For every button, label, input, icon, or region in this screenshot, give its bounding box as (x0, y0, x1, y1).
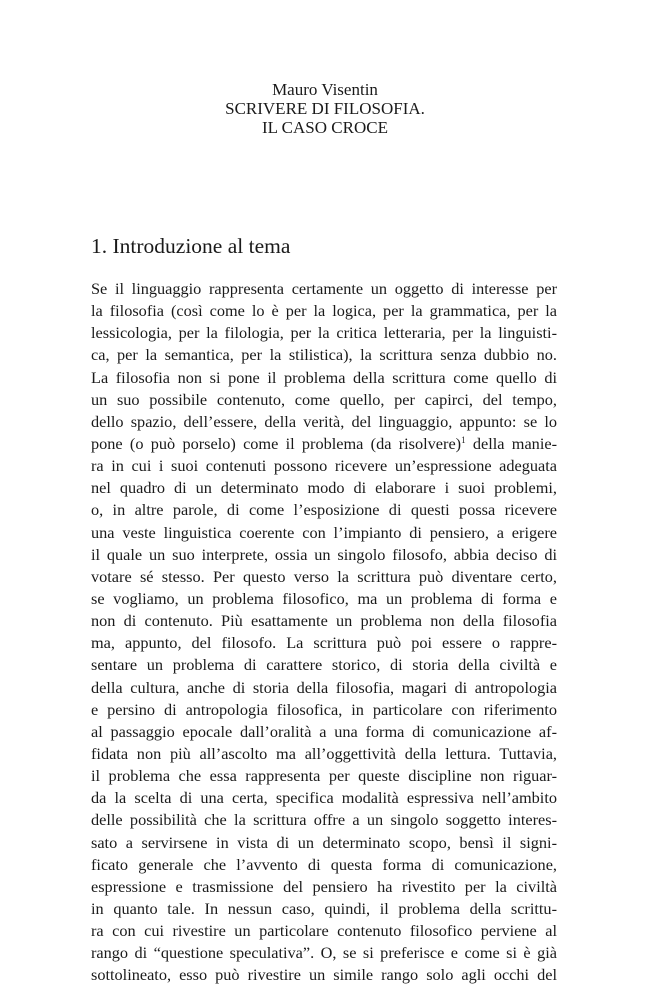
text-line: votare sé stesso. Per questo verso la scrittura può diventare certo, (91, 566, 557, 586)
text-line: da la scelta di una certa, specifica modalità espressiva nell’ambito (91, 788, 557, 808)
text-line: La filosofia non si pone il problema della scrittura come quello di (91, 367, 557, 387)
text-line: lessicologia, per la filologia, per la critica letteraria, per la linguisti- (91, 323, 557, 343)
text-line-with-footnote (91, 433, 557, 455)
text-line: della cultura, anche di storia della filosofia, magari di antropologia (91, 677, 557, 697)
text-segment: pone (o può porselo) come il problema (da risolvere) (91, 433, 462, 453)
text-line: ra in cui i suoi contenuti possono ricevere un’espressione adeguata (91, 456, 557, 476)
text-line: un suo possibile contenuto, come quello, per capirci, del tempo, (91, 389, 557, 409)
text-line: nel quadro di un determinato modo di elaborare i suoi problemi, (91, 478, 557, 498)
text-line: se vogliamo, un problema filosofico, ma un problema di forma e (91, 588, 557, 608)
text-line: sato a servirsene in vista di un determinato scopo, bensì il signi- (91, 832, 557, 852)
text-line: ra con cui rivestire un particolare contenuto filosofico perviene al (91, 921, 557, 941)
text-line: fidata non più all’ascolto ma all’oggettività della lettura. Tuttavia, (91, 743, 557, 763)
body-paragraph (91, 278, 557, 987)
text-line: ca, per la semantica, per la stilistica), la scrittura senza dubbio no. (91, 345, 557, 365)
text-line: al passaggio epocale dall’oralità a una forma di comunicazione af- (91, 721, 557, 741)
text-line: e persino di antropologia filosofica, in particolare con riferimento (91, 699, 557, 719)
text-line: sentare un problema di carattere storico, di storia della civiltà e (91, 655, 557, 675)
footnote-marker[interactable]: 1 (461, 434, 466, 445)
text-line: delle possibilità che la scrittura offre a un singolo soggetto interes- (91, 810, 557, 830)
text-line: ficato generale che l’avvento di questa forma di comunicazione, (91, 854, 557, 874)
section-heading: 1. Introduzione al tema (91, 234, 291, 258)
text-line: il problema che essa rappresenta per queste discipline non riguar- (91, 766, 557, 786)
text-line: ma, appunto, del filosofo. La scrittura può poi essere o rappre- (91, 633, 557, 653)
author-name: Mauro Visentin (272, 80, 378, 99)
chapter-header (0, 80, 650, 137)
text-line: una veste linguistica coerente con l’impianto di pensiero, a erigere (91, 522, 557, 542)
text-segment: della manie- (465, 433, 557, 453)
text-line: in quanto tale. In nessun caso, quindi, il problema della scrittu- (91, 898, 557, 918)
text-line: non di contenuto. Più esattamente un problema non della filosofia (91, 611, 557, 631)
text-line: o, in altre parole, di come l’esposizione di questi possa ricevere (91, 500, 557, 520)
text-line: la filosofia (così come lo è per la logica, per la grammatica, per la (91, 301, 557, 321)
chapter-title-line-1: SCRIVERE DI FILOSOFIA. (225, 99, 425, 118)
text-line: sottolineato, esso può rivestire un simile rango solo agli occhi del (91, 965, 557, 985)
text-line: il quale un suo interprete, ossia un singolo filosofo, abbia deciso di (91, 544, 557, 564)
text-line: Se il linguaggio rappresenta certamente un oggetto di interesse per (91, 279, 557, 298)
chapter-title-line-2: IL CASO CROCE (262, 118, 388, 137)
text-line: dello spazio, dell’essere, della verità, del linguaggio, appunto: se lo (91, 411, 557, 431)
text-line: espressione e trasmissione del pensiero ha rivestito per la civiltà (91, 876, 557, 896)
text-line: rango di “questione speculativa”. O, se si preferisce e come si è già (91, 943, 557, 963)
